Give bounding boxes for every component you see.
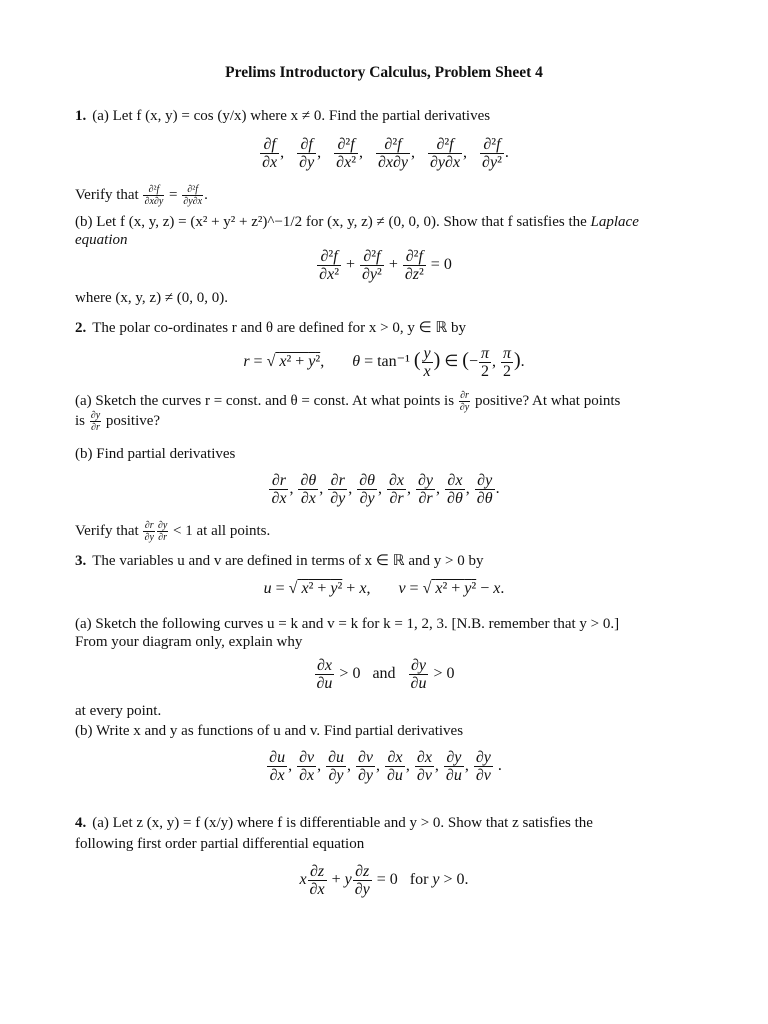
deriv-df-dx: $\frac{\partial f}{\partial x}$	[262, 136, 278, 171]
laplace-word: Laplace	[590, 214, 639, 230]
problem-3-part-b: (b) Write x and y as functions of u and v. Find partial derivatives	[75, 723, 464, 739]
problem-2-intro-text: The polar co-ordinates r and θ are defined for x > 0, y ∈ ℝ by	[92, 320, 467, 336]
laplace-equation: $\frac{\text{∂²f}}{\text{∂x²}}$ + $\frac{\text{∂²f}}{\text{∂y²}}$ + $\frac{\text{∂²f}}{\text{∂z²}}$ = 0	[319, 248, 452, 283]
problem-2-part-a: (a) Sketch the curves r = const. and θ = const. At what points is $\frac{\partial r}{\partial y}$ positive? At what points	[75, 390, 621, 413]
problem-1-b-text: (b) Let f (x, y, z) = (x² + y² + z²)^−1/2 for (x, y, z) ≠ (0, 0, 0). Show that f satisfies the	[75, 214, 587, 230]
problem-2-derivative-list: $\frac{\partial r}{\partial x}$ , $\frac{\partial\theta}{\partial x}$ , $\frac{\partial r}{\partial y}$ , $\frac{\partial\theta}{\partial y}$ , $\frac{\partial x}{\partial r}$ , $\frac{\partial y}{\partial r}$ , $\frac{\partial x}{\partial\theta}$ , $\frac{\partial y}{\partial\theta}$ .	[271, 472, 500, 507]
problem-2-label: 2.	[75, 320, 87, 336]
verify-text: Verify that	[75, 186, 139, 203]
problem-2-a-positive: positive? At what points	[474, 392, 621, 409]
problem-1-label: 1.	[75, 108, 87, 124]
page-title: Prelims Introductory Calculus, Problem Sheet 4	[225, 64, 543, 81]
problem-3-every-point: at every point.	[75, 703, 162, 719]
problem-1-verify: Verify that $\frac{\text{∂²f}}{\partial x\partial y}$ = $\frac{\text{∂²f}}{\partial y\partial x}$ .	[75, 184, 208, 207]
problem-2-part-b: (b) Find partial derivatives	[75, 446, 236, 462]
problem-1-part-b-cont	[75, 230, 697, 250]
problem-3-part-a-cont: From your diagram only, explain why	[75, 634, 303, 650]
problem-2-intro	[75, 318, 697, 338]
problem-3-intro-text: The variables u and v are defined in terms of x ∈ ℝ and y > 0 by	[92, 553, 484, 569]
verify-text-2: Verify that	[75, 522, 139, 539]
problem-2-part-a-cont: is $\frac{\partial y}{\partial r}$ positive?	[75, 410, 161, 433]
inequality: $\frac{\partial x}{\partial u}$ > 0 and $\frac{\partial y}{\partial u}$ > 0	[316, 657, 455, 692]
deriv-d2f-dxdy: $\frac{\text{∂²f}}{\partial x\partial y}$	[377, 136, 409, 171]
deriv-d2f-dydx: $\frac{\text{∂²f}}{\partial y\partial x}$	[430, 136, 461, 171]
problem-3-part-a: (a) Sketch the following curves u = k and v = k for k = 1, 2, 3. [N.B. remember that y > 0.]	[75, 616, 620, 632]
pde-equation: x $\frac{\partial z}{\partial x}$ + y $\frac{\partial z}{\partial y}$ = 0 for y > 0.	[299, 863, 469, 898]
verify-tail: < 1 at all points.	[173, 522, 271, 539]
problem-2-verify: Verify that $\frac{\partial r}{\partial y}$ $\frac{\partial y}{\partial r}$ < 1 at all points.	[75, 520, 271, 543]
problem-1-part-a	[75, 106, 697, 126]
deriv-df-dy: $\frac{\partial f}{\partial y}$	[299, 136, 315, 171]
problem-2-a-is: is	[75, 412, 86, 429]
polar-definition: r = √ x² + y², θ = tan⁻¹ ( $\frac{y}{x}$ ) ∈ (− $\frac{\pi}{2}$ , $\frac{\pi}{2}$ ).	[243, 345, 525, 380]
problem-2-a-text: (a) Sketch the curves r = const. and θ = const. At what points is	[75, 392, 455, 409]
deriv-d2f-dy2: $\frac{\text{∂²f}}{\text{∂y²}}$	[482, 136, 502, 171]
problem-4-part-a	[75, 813, 697, 833]
problem-4-a-text: (a) Let z (x, y) = f (x/y) where f is differentiable and y > 0. Show that z satisfies the	[92, 815, 593, 831]
problem-1-a-text: (a) Let f (x, y) = cos (y/x) where x ≠ 0. Find the partial derivatives	[92, 108, 491, 124]
problem-2-a-positive-2: positive?	[105, 412, 161, 429]
problem-4-part-a-cont: following first order partial differential equation	[75, 836, 365, 852]
problem-3-label: 3.	[75, 553, 87, 569]
equation-word: equation	[75, 232, 128, 248]
problem-3-derivative-list: $\frac{\partial u}{\partial x}$ , $\frac{\partial v}{\partial x}$ , $\frac{\partial u}{\partial y}$ , $\frac{\partial v}{\partial y}$ , $\frac{\partial x}{\partial u}$ , $\frac{\partial x}{\partial v}$ , $\frac{\partial y}{\partial u}$ , $\frac{\partial y}{\partial v}$ .	[269, 749, 502, 784]
problem-1-where: where (x, y, z) ≠ (0, 0, 0).	[75, 290, 229, 306]
uv-definition: u = √ x² + y² + x, v = √ x² + y² − x.	[263, 580, 505, 597]
problem-3-intro	[75, 551, 697, 571]
deriv-d2f-dx2: $\frac{\text{∂²f}}{\text{∂x²}}$	[336, 136, 356, 171]
problem-4-label: 4.	[75, 815, 87, 831]
problem-1-part-b	[75, 212, 697, 232]
problem-1-derivative-list: $\frac{\partial f}{\partial x}$ , $\frac{\partial f}{\partial y}$ , $\frac{\text{∂²f}}{\text{∂x²}}$ , $\frac{\text{∂²f}}{\partial x\partial y}$ , $\frac{\text{∂²f}}{\partial y\partial x}$ , $\frac{\text{∂²f}}{\text{∂y²}}$ .	[262, 136, 509, 171]
